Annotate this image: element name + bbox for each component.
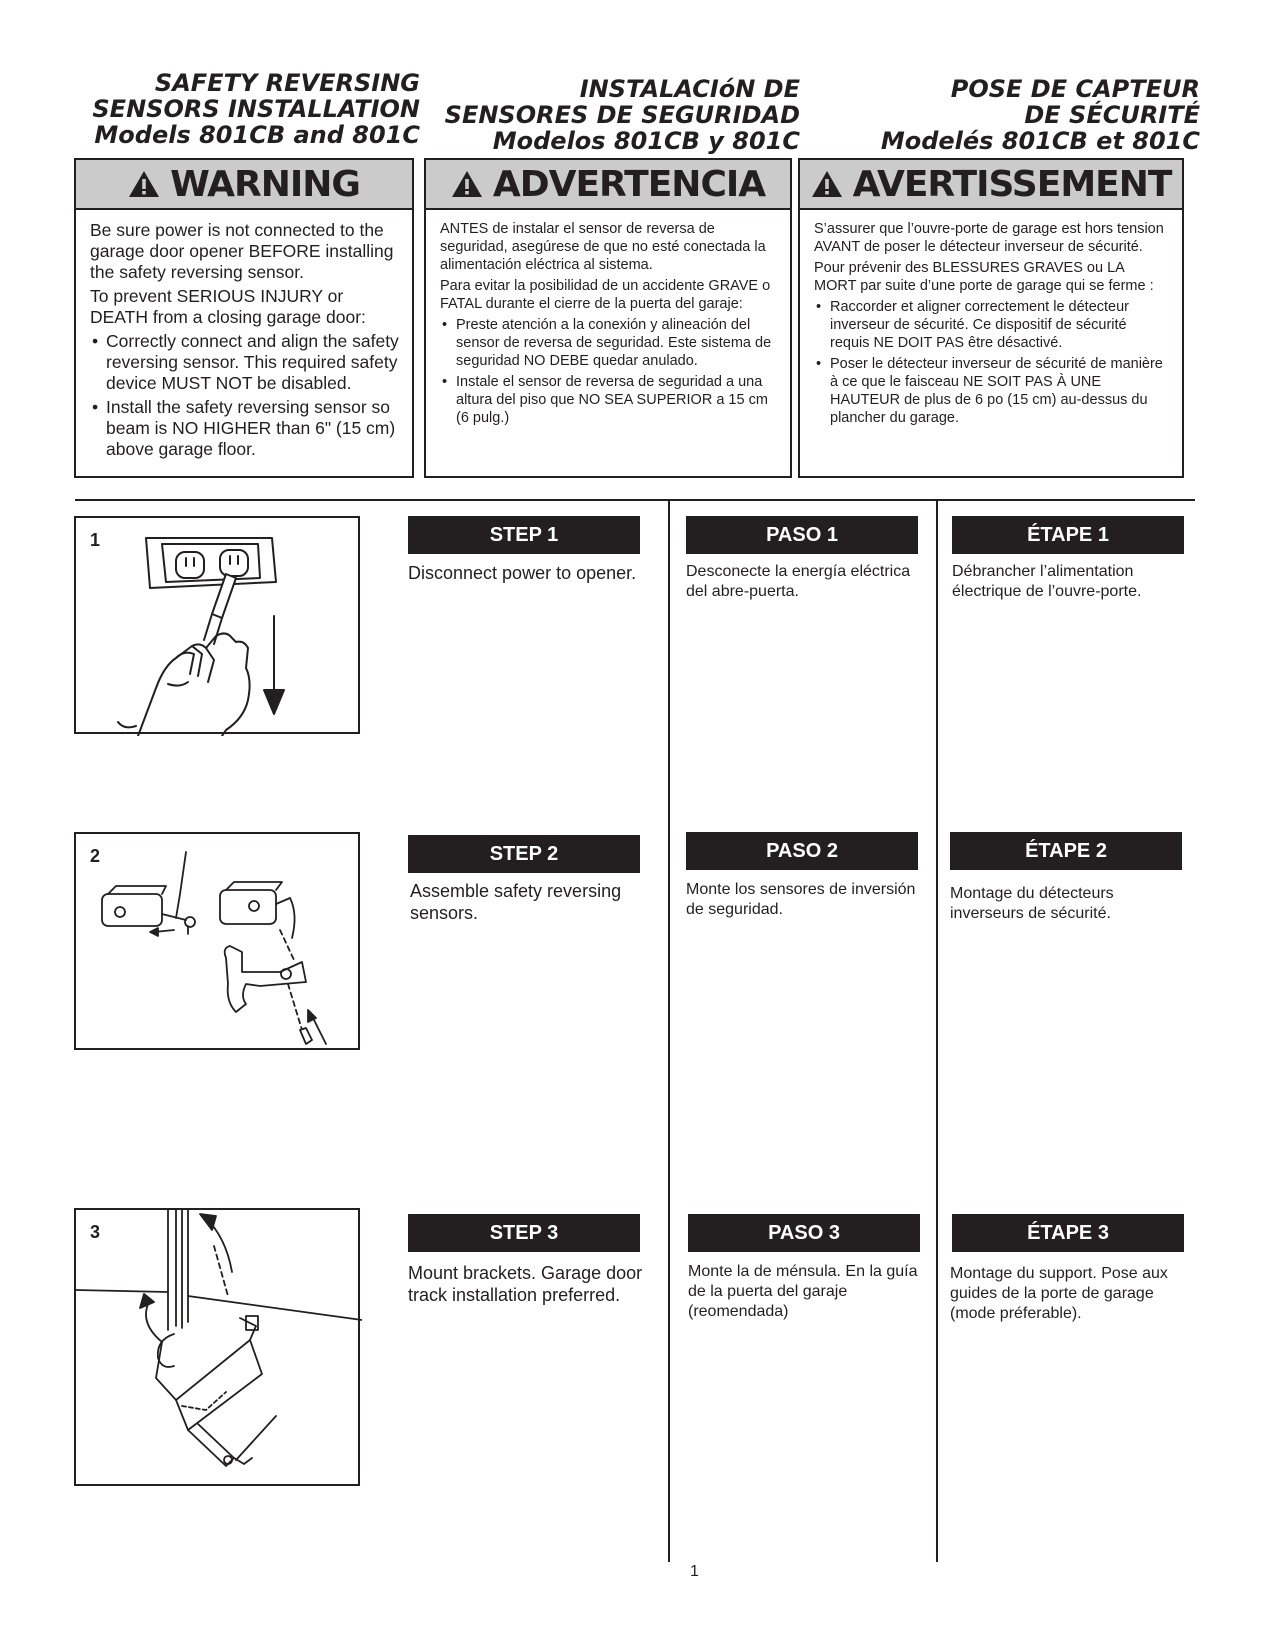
- step-label-spanish: PASO 3: [688, 1214, 920, 1252]
- sensor-assembly-illustration: [76, 834, 362, 1052]
- warning-title: ADVERTENCIA: [492, 163, 766, 205]
- step-text-spanish: Monte los sensores de inversión de seguridad.: [686, 881, 916, 918]
- header-models: Modelés 801CB et 801C: [880, 127, 1200, 155]
- figure-number: 3: [90, 1222, 101, 1242]
- warning-bullet: • Preste atención a la conexión y alineación del sensor de reversa de seguridad. Este sistema de seguridad NO DEBE quedar anulado.: [440, 316, 778, 370]
- header-line: POSE DE CAPTEUR: [950, 75, 1200, 103]
- warning-box-english: [74, 158, 414, 478]
- warning-triangle-icon: [811, 169, 843, 199]
- step-label-french: ÉTAPE 2: [950, 832, 1182, 870]
- warning-body: [800, 210, 1182, 427]
- figure-step-2: [74, 832, 360, 1050]
- warning-title-bar: [426, 160, 790, 210]
- step-label-spanish: PASO 2: [686, 832, 918, 870]
- warning-bullet-list: [90, 331, 400, 460]
- header-english: [70, 70, 420, 148]
- warning-title: AVERTISSEMENT: [852, 163, 1172, 205]
- warning-bullet: • Install the safety reversing sensor so beam is NO HIGHER than 6" (15 cm) above garage floor.: [90, 397, 400, 460]
- header-line: SAFETY REVERSING: [154, 69, 420, 97]
- step-label-french: ÉTAPE 1: [952, 516, 1184, 554]
- warning-box-spanish: [424, 158, 792, 478]
- warning-title: WARNING: [170, 163, 360, 205]
- header-line: SENSORS INSTALLATION: [92, 95, 420, 123]
- warning-paragraph: S’assurer que l’ouvre-porte de garage est hors tension AVANT de poser le détecteur inverseur de sécurité.: [814, 221, 1164, 255]
- page-number: 1: [690, 1563, 699, 1580]
- warning-paragraph: Para evitar la posibilidad de un accidente GRAVE o FATAL durante el cierre de la puerta del garaje:: [440, 278, 771, 312]
- warning-bullet-list: [814, 298, 1170, 427]
- step-label-english: STEP 2: [408, 835, 640, 873]
- unplug-cord-illustration: [76, 518, 362, 736]
- step-text-english: Mount brackets. Garage door track installation preferred.: [408, 1263, 643, 1305]
- step-text-spanish: Desconecte la energía eléctrica del abre-puerta.: [686, 563, 911, 600]
- header-spanish: [440, 76, 800, 154]
- bracket-mounting-illustration: [76, 1210, 362, 1488]
- step-label-english: STEP 3: [408, 1214, 640, 1252]
- figure-step-3: [74, 1208, 360, 1486]
- step-label-french: ÉTAPE 3: [952, 1214, 1184, 1252]
- warning-triangle-icon: [128, 169, 160, 199]
- warning-paragraph: Be sure power is not connected to the garage door opener BEFORE installing the safety reversing sensor.: [90, 220, 394, 282]
- step-text-french: Montage du détecteurs inverseurs de sécurité.: [950, 885, 1114, 922]
- step-text-english: Disconnect power to opener.: [408, 563, 637, 583]
- header-models: Modelos 801CB y 801C: [492, 127, 800, 155]
- figure-number: 1: [90, 530, 101, 550]
- header-french: [820, 76, 1200, 154]
- warning-paragraph: Pour prévenir des BLESSURES GRAVES ou LA MORT par suite d’une porte de garage qui se ferme :: [814, 260, 1154, 294]
- warning-bullet-list: [440, 316, 778, 427]
- header-line: SENSORES DE SEGURIDAD: [444, 101, 800, 129]
- step-text-french: Débrancher l’alimentation électrique de l’ouvre-porte.: [952, 563, 1142, 600]
- step-label-spanish: PASO 1: [686, 516, 918, 554]
- warning-paragraph: To prevent SERIOUS INJURY or DEATH from a closing garage door:: [90, 286, 366, 327]
- figure-number: 2: [90, 846, 101, 866]
- step-text-english: Assemble safety reversing sensors.: [410, 881, 622, 923]
- warning-bullet: • Poser le détecteur inverseur de sécurité de manière à ce que le faisceau NE SOIT PAS À UNE HAUTEUR de plus de 6 po (15 cm) au-dessus du plancher du garage.: [814, 355, 1170, 427]
- warning-body: [76, 210, 412, 460]
- section-divider: [75, 499, 1195, 501]
- warning-title-bar: [800, 160, 1182, 210]
- warning-body: [426, 210, 790, 427]
- warning-bullet: • Correctly connect and align the safety reversing sensor. This required safety device MUST NOT be disabled.: [90, 331, 400, 394]
- header-models: Models 801CB and 801C: [94, 121, 420, 149]
- warning-box-french: [798, 158, 1184, 478]
- column-divider: [668, 500, 670, 1562]
- warning-title-bar: [76, 160, 412, 210]
- warning-paragraph: ANTES de instalar el sensor de reversa de seguridad, asegúrese de que no esté conectada la alimentación eléctrica al sistema.: [440, 221, 766, 273]
- header-line: DE SÉCURITÉ: [1024, 101, 1200, 129]
- header-line: INSTALACIóN DE: [579, 75, 800, 103]
- figure-step-1: [74, 516, 360, 734]
- warning-bullet: • Raccorder et aligner correctement le détecteur inverseur de sécurité. Ce dispositif de sécurité requis NE DOIT PAS être désactivé.: [814, 298, 1170, 352]
- step-text-spanish: Monte la de ménsula. En la guía de la puerta del garaje (reomendada): [688, 1263, 918, 1320]
- step-text-french: Montage du support. Pose aux guides de la porte de garage (mode préferable).: [950, 1265, 1168, 1322]
- warning-bullet: • Instale el sensor de reversa de seguridad a una altura del piso que NO SEA SUPERIOR a 15 cm (6 pulg.): [440, 373, 778, 427]
- column-divider: [936, 500, 938, 1562]
- warning-triangle-icon: [451, 169, 483, 199]
- step-label-english: STEP 1: [408, 516, 640, 554]
